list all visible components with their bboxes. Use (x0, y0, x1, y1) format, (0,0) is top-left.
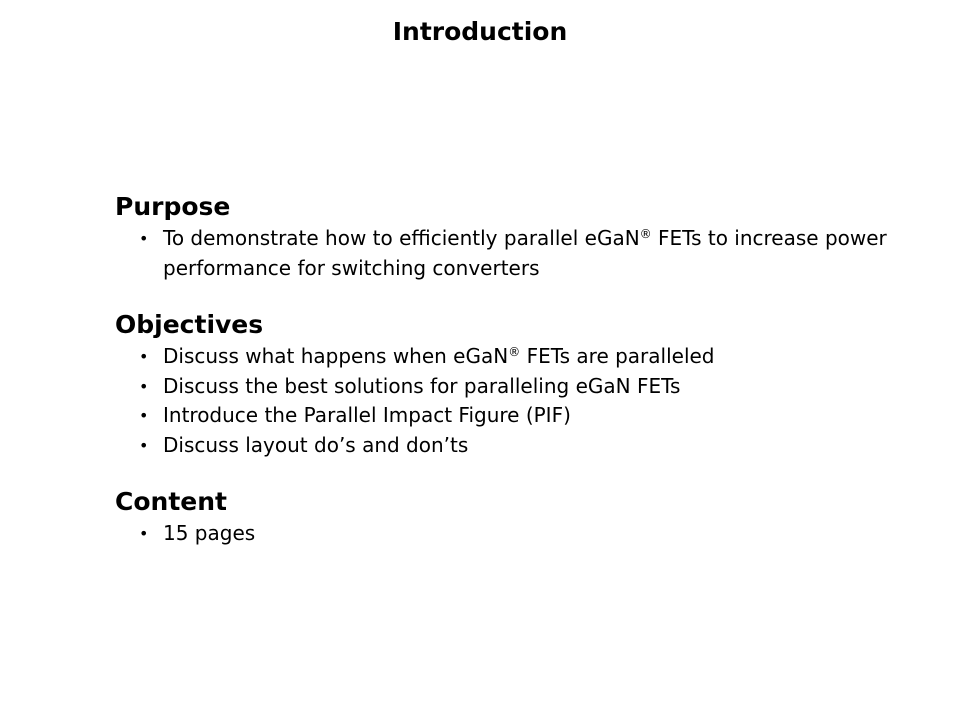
list-item-text-end: FETs are paralleled (520, 344, 715, 368)
content-section (115, 486, 915, 549)
list-item-text-start: To demonstrate how to efficiently parallel eGaN (163, 226, 640, 250)
list-item (139, 372, 915, 402)
bullet-icon: • (139, 406, 149, 425)
list-item-text-end: FETs to increase power performance for switching converters (163, 226, 887, 280)
list-item-text: Discuss the best solutions for paralleling eGaN FETs (163, 373, 681, 398)
list-item (139, 401, 915, 431)
list-item-text: Introduce the Parallel Impact Figure (PIF) (163, 403, 571, 427)
slide-content (115, 191, 915, 575)
list-item (139, 224, 915, 283)
list-item-text: 15 pages (163, 521, 256, 545)
list-item (139, 342, 915, 372)
purpose-section (115, 191, 915, 283)
list-item-text-start: Discuss what happens when eGaN (163, 344, 509, 368)
content-heading: Content (115, 487, 227, 516)
objectives-heading: Objectives (115, 310, 264, 339)
list-item (139, 431, 915, 461)
purpose-heading: Purpose (115, 192, 231, 221)
content-list (115, 519, 915, 549)
registered-trademark-icon: ® (639, 227, 652, 241)
list-item-text: Discuss layout do’s and don’ts (163, 432, 469, 457)
objectives-list (115, 342, 915, 460)
list-item (139, 519, 915, 549)
bullet-icon: • (139, 229, 149, 248)
objectives-section (115, 309, 915, 460)
bullet-icon: • (139, 435, 149, 455)
purpose-list (115, 224, 915, 283)
bullet-icon: • (139, 347, 149, 366)
registered-trademark-icon: ® (508, 345, 521, 359)
bullet-icon: • (139, 376, 149, 396)
slide-title: Introduction (392, 17, 568, 46)
bullet-icon: • (139, 524, 149, 543)
